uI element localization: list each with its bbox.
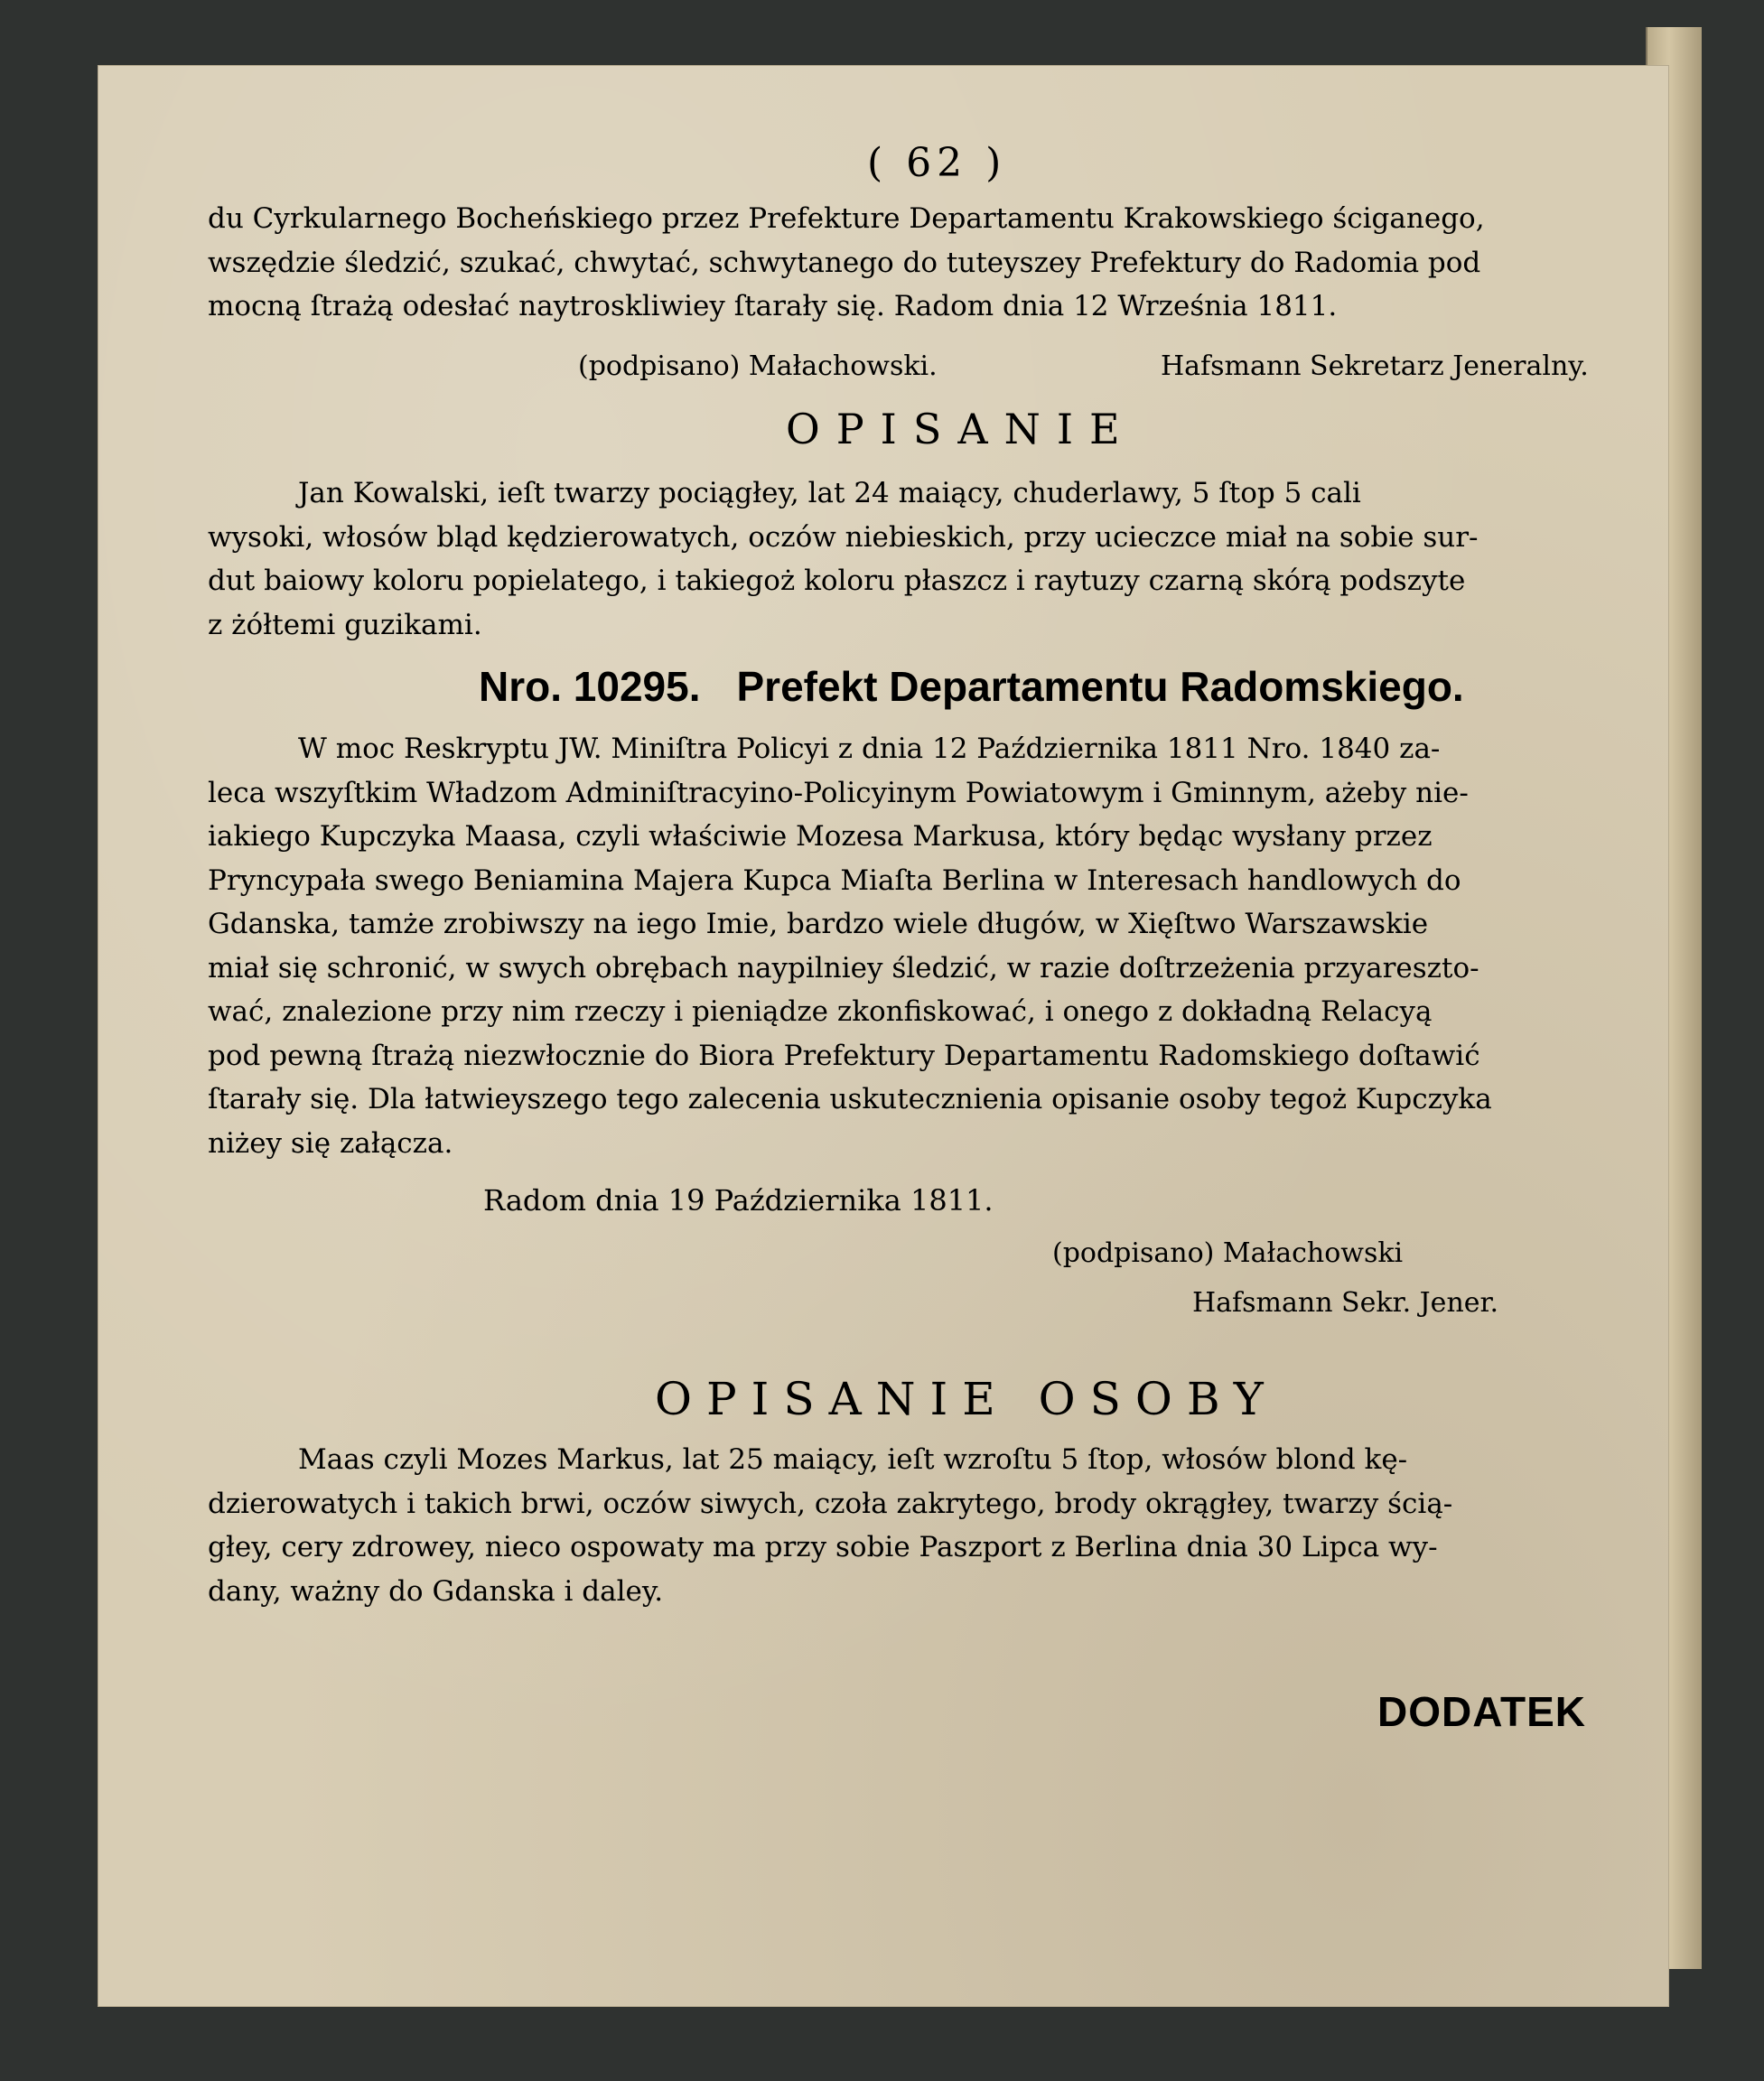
text-line: dany, ważny do Gdanska i daley. <box>208 1574 664 1608</box>
text-line: dut baiowy koloru popielatego, i takiegoż koloru płaszcz i raytuzy czarną skórą podszyte <box>208 565 1466 597</box>
footer-catchword: DODATEK <box>1377 1688 1587 1735</box>
text-line: Gdanska, tamże zrobiwszy na iego Imie, bardzo wiele długów, w Xięſtwo Warszawskie <box>208 908 1429 940</box>
description-maas <box>208 1438 1635 1613</box>
text-line: wać, znalezione przy nim rzeczy i pieniądze zkonfiskować, i onego z dokładną Relacyą <box>208 995 1433 1028</box>
heading-opisanie-osoby: OPISANIE OSOBY <box>655 1373 1278 1425</box>
main-paragraph <box>208 727 1635 1165</box>
heading-nro-10295 <box>479 662 1464 711</box>
text-line: leca wszyſtkim Władzom Adminiſtracyino-Policyinym Powiatowym i Gminnym, ażeby nie- <box>208 776 1469 809</box>
signature-malachowski-1: (podpisano) Małachowski. <box>578 350 938 382</box>
text-line: z żółtemi guzikami. <box>208 608 482 641</box>
text-line: głey, cery zdrowey, nieco ospowaty ma przy sobie Paszport z Berlina dnia 30 Lipca wy- <box>208 1531 1438 1563</box>
text-line: mocną ſtrażą odesłać naytroskliwiey ſtarały się. Radom dnia 12 Września 1811. <box>208 290 1338 322</box>
text-line: Maas czyli Mozes Markus, lat 25 maiący, ieſt wzroſtu 5 ſtop, włosów blond kę- <box>298 1443 1408 1476</box>
text-line: miał się schronić, w swych obrębach naypilniey śledzić, w razie doſtrzeżenia przyareszto- <box>208 951 1479 985</box>
heading-opisanie: OPISANIE <box>786 405 1136 453</box>
text-line: wysoki, włosów bląd kędzierowatych, oczów niebieskich, przy ucieczce miał na sobie sur- <box>208 520 1479 554</box>
description-kowalski <box>208 471 1635 647</box>
text-line: iakiego Kupczyka Maasa, czyli właściwie Mozesa Markusa, który będąc wysłany przez <box>208 820 1433 853</box>
text-line: Jan Kowalski, ieſt twarzy pociągłey, lat 24 maiący, chuderlawy, 5 ſtop 5 cali <box>298 477 1361 509</box>
signature-hafsmann-2: Hafsmann Sekr. Jener. <box>1192 1287 1499 1319</box>
text-line: ſtarały się. Dla łatwieyszego tego zalecenia uskutecznienia opisanie osoby tegoż Kupczyka <box>208 1083 1492 1115</box>
text-line: du Cyrkularnego Bocheńskiego przez Prefekture Departamentu Krakowskiego ściganego, <box>208 202 1485 235</box>
signature-hafsmann-1: Hafsmann Sekretarz Jeneralny. <box>1161 350 1589 382</box>
decree-title: Prefekt Departamentu Radomskiego. <box>736 663 1464 710</box>
page-number: ( 62 ) <box>867 140 1007 186</box>
text-line: wszędzie śledzić, szukać, chwytać, schwytanego do tuteyszey Prefektury do Radomia pod <box>208 246 1481 279</box>
signature-malachowski-2: (podpisano) Małachowski <box>1052 1237 1404 1269</box>
date-line: Radom dnia 19 Października 1811. <box>483 1183 994 1218</box>
text-line: W moc Reskryptu JW. Miniſtra Policyi z dnia 12 Października 1811 Nro. 1840 za- <box>298 733 1441 765</box>
text-line: dzierowatych i takich brwi, oczów siwych, czoła zakrytego, brody okrągłey, twarzy ścią- <box>208 1487 1453 1520</box>
text-line: pod pewną ſtrażą niezwłocznie do Biora Prefektury Departamentu Radomskiego doſtawić <box>208 1039 1480 1072</box>
text-line: Pryncypała swego Beniamina Majera Kupca Miaſta Berlina w Interesach handlowych do <box>208 863 1461 897</box>
top-paragraph <box>208 197 1635 329</box>
decree-number: Nro. 10295. <box>479 663 701 710</box>
text-line: niżey się załącza. <box>208 1126 453 1160</box>
